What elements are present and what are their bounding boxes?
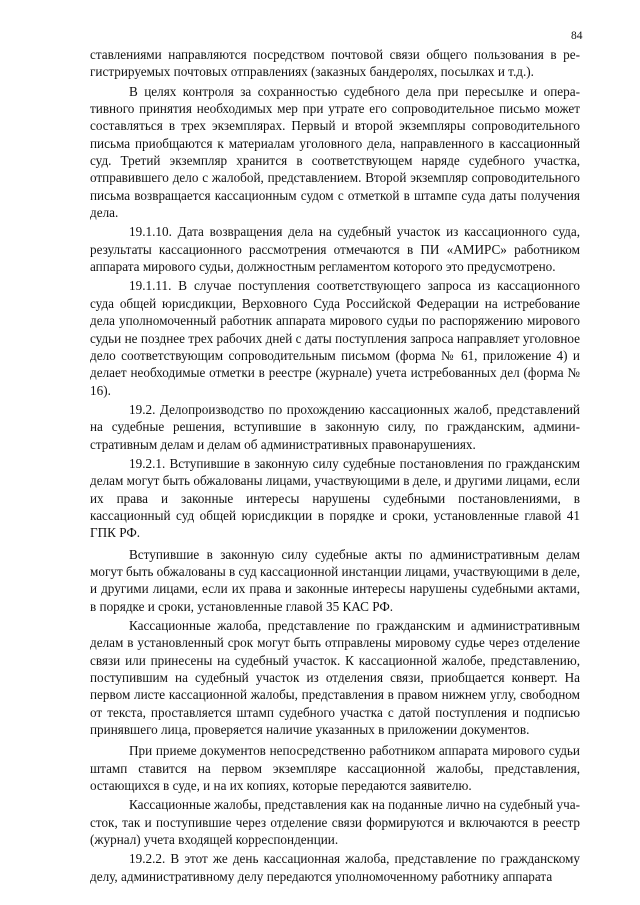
paragraph-cassation-complaints: Кассационные жалоба, представление по гражданским и административным делам в установленный срок могут быть отправлены мировому судье через отделение связи или принесены на судебный участок. К кассационной жалобе, представлению, поступившим на судебный участок из отделения связи, приобщается конверт. На первом листе кассационной жалобы, представления в правом нижнем углу, свободном от текста, проставляется штамп судебного участка с датой поступления и подписью принявшего лица, проверяется наличие указанных в приложении документов. bbox=[90, 618, 580, 738]
paragraph-19-2: 19.2. Делопроизводство по прохождению кассационных жалоб, представлений на судебные решения, вступившие в законную силу, по гражданским, административным делам и делам об административных правонарушениях. bbox=[90, 401, 580, 452]
paragraph-19-2-2: 19.2.2. В этот же день кассационная жалоба, представление по гражданскому делу, административному делу передаются уполномоченному работнику аппарата bbox=[90, 851, 580, 884]
paragraph-continuation: ставлениями направляются посредством почтовой связи общего пользования в регистрируемых почтовых отправлениях (заказных бандеролях, посылках и т.д.). bbox=[90, 47, 580, 80]
paragraph-registry: Кассационные жалобы, представления как на поданные лично на судебный участок, так и поступившие через отделение связи формируются и включаются в реестр (журнал) учета входящей корреспонденции. bbox=[90, 797, 580, 848]
page-number: 84 bbox=[571, 30, 583, 42]
paragraph-administrative-acts: Вступившие в законную силу судебные акты по административным делам могут быть обжалованы в суд кассационной инстанции лицами, участвующими в деле, и другими лицами, если их права и законные интересы нарушены судебными актами, в порядке и сроки, установленные главой 35 КАС РФ. bbox=[90, 546, 580, 614]
paragraph-19-1-10: 19.1.10. Дата возвращения дела на судебный участок из кассационного суда, результаты кассационного рассмотрения отмечаются в ПИ «АМИРС» работником аппарата мирового судьи, должностным регламентом которого это предусмотрено. bbox=[90, 224, 580, 275]
paragraph-document-reception: При приеме документов непосредственно работником аппарата мирового судьи штамп ставится на первом экземпляре кассационной жалобы, представления, остающихся в суде, и на их копиях, которые передаются заявителю. bbox=[90, 743, 580, 794]
paragraph-19-1-11: 19.1.11. В случае поступления соответствующего запроса из кассационного суда общей юрисдикции, Верховного Суда Российской Федерации на истребование дела уполномоченный работник аппарата мирового судьи по распоряжению мирового судьи не позднее трех рабочих дней с даты поступления запроса направляет уголовное дело соответствующим сопроводительным письмом (форма № 61, приложение 4) и делает необходимые отметки в реестре (журнале) учета истребованных дел (форма № 16). bbox=[90, 278, 580, 398]
document-body bbox=[90, 46, 580, 887]
paragraph-19-2-1: 19.2.1. Вступившие в законную силу судебные постановления по гражданским делам могут быть обжалованы лицами, участвующими в деле, и другими лицами, если их права и законные интересы нарушены судебными постановлениями, в кассационный суд общей юрисдикции в порядке и сроки, установленные главой 41 ГПК РФ. bbox=[90, 455, 580, 541]
paragraph-case-control: В целях контроля за сохранностью судебного дела при пересылке и оперативного принятия необходимых мер при утрате его сопроводительное письмо может составляться в трех экземплярах. Первый и второй экземпляры сопроводительного письма приобщаются к материалам уголовного дела, направленного в кассационный суд. Третий экземпляр хранится в соответствующем наряде судебного участка, отправившего дело с жалобой, представлением. Второй экземпляр сопроводительного письма возвращается кассационным судом с отметкой в штампе суда даты получения дела. bbox=[90, 83, 580, 221]
